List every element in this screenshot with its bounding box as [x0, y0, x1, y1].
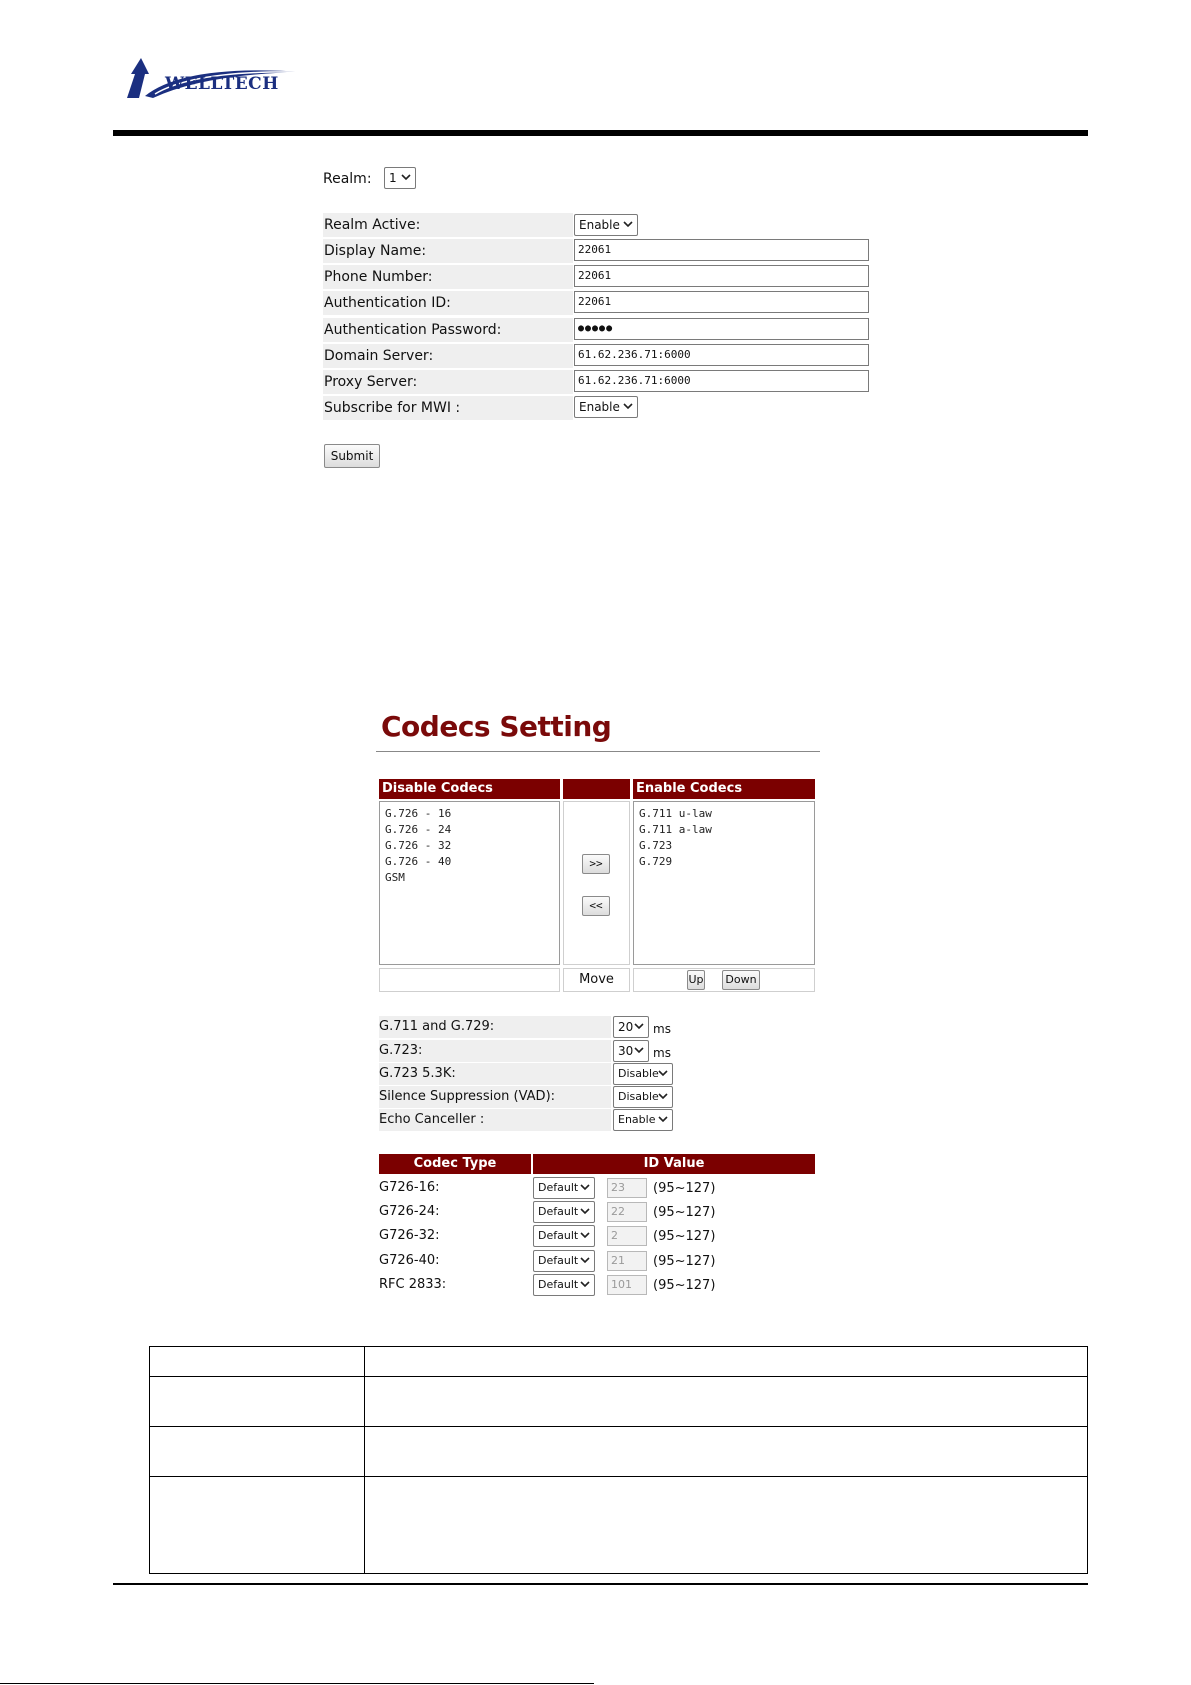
table-row-divider — [150, 1476, 1087, 1477]
chevron-down-icon — [579, 1181, 591, 1193]
id-mode-select[interactable] — [533, 1225, 595, 1247]
id-mode-select[interactable] — [533, 1177, 595, 1199]
g723-label: G.723: — [379, 1043, 423, 1058]
chevron-down-icon — [622, 400, 634, 412]
codec-type-header: Codec Type — [379, 1154, 531, 1174]
realm-value: 1 — [389, 171, 397, 185]
auth-id-label: Authentication ID: — [324, 295, 451, 311]
chevron-down-icon — [657, 1090, 669, 1102]
brand-name: WELLTECH — [165, 74, 279, 94]
g711-g729-label: G.711 and G.729: — [379, 1019, 495, 1034]
list-item[interactable]: G.729 — [639, 855, 673, 868]
codecs-setting-title: Codecs Setting — [381, 710, 612, 743]
codecs-title-divider — [376, 751, 820, 752]
domain-server-input[interactable]: 61.62.236.71:6000 — [574, 344, 869, 366]
id-mode-select[interactable] — [533, 1274, 595, 1296]
proxy-server-label: Proxy Server: — [324, 374, 418, 390]
enabled-codecs-list[interactable] — [633, 801, 815, 965]
chevron-down-icon — [400, 171, 412, 183]
id-mode-value: Default — [538, 1254, 579, 1267]
realm-select[interactable] — [384, 167, 416, 189]
list-item[interactable]: G.726 - 24 — [385, 823, 452, 836]
g723-53k-select[interactable] — [613, 1063, 673, 1085]
id-value-input[interactable]: 2 — [607, 1226, 647, 1246]
chevron-down-icon — [657, 1113, 669, 1125]
domain-server-label: Domain Server: — [324, 348, 434, 364]
header-divider — [113, 130, 1088, 136]
list-item[interactable]: G.726 - 16 — [385, 807, 452, 820]
g723-53k-label: G.723 5.3K: — [379, 1066, 456, 1081]
id-value-input[interactable]: 21 — [607, 1251, 647, 1271]
list-item[interactable]: G.723 — [639, 839, 673, 852]
id-range-text: (95~127) — [653, 1205, 716, 1220]
echo-canceller-label: Echo Canceller : — [379, 1112, 485, 1127]
display-name-input[interactable]: 22061 — [574, 239, 869, 261]
footnote-divider — [0, 1683, 594, 1684]
echo-canceller-select[interactable] — [613, 1109, 673, 1131]
auth-password-input[interactable]: ●●●●● — [574, 318, 869, 340]
subscribe-mwi-label: Subscribe for MWI : — [324, 400, 461, 416]
display-name-label: Display Name: — [324, 243, 427, 259]
chevron-down-icon — [579, 1254, 591, 1266]
g711-g729-unit: ms — [653, 1022, 671, 1036]
phone-number-label: Phone Number: — [324, 269, 433, 285]
realm-active-label: Realm Active: — [324, 217, 421, 233]
description-table — [149, 1346, 1088, 1574]
enable-codecs-header: Enable Codecs — [633, 779, 815, 799]
id-range-text: (95~127) — [653, 1278, 716, 1293]
chevron-down-icon — [622, 218, 634, 230]
codec-type-cell: G726-32: — [379, 1228, 440, 1243]
chevron-down-icon — [657, 1067, 669, 1079]
list-item[interactable]: G.711 a-law — [639, 823, 712, 836]
realm-active-value: Enable — [579, 218, 620, 232]
chevron-down-icon — [579, 1229, 591, 1241]
submit-button[interactable]: Submit — [324, 444, 380, 468]
order-buttons-cell — [633, 968, 815, 992]
realm-label: Realm: — [323, 171, 372, 187]
chevron-down-icon — [633, 1020, 645, 1032]
id-mode-value: Default — [538, 1229, 579, 1242]
disabled-codecs-list[interactable] — [379, 801, 560, 965]
id-mode-select[interactable] — [533, 1250, 595, 1272]
codec-type-cell: G726-40: — [379, 1253, 440, 1268]
id-value-input[interactable]: 22 — [607, 1202, 647, 1222]
move-left-button[interactable]: << — [582, 896, 610, 916]
id-mode-value: Default — [538, 1205, 579, 1218]
g723-53k-value: Disable — [618, 1067, 659, 1080]
id-range-text: (95~127) — [653, 1181, 716, 1196]
chevron-down-icon — [579, 1205, 591, 1217]
table-column-divider — [364, 1347, 365, 1573]
list-item[interactable]: GSM — [385, 871, 405, 884]
move-column-header — [563, 779, 630, 799]
id-mode-select[interactable] — [533, 1201, 595, 1223]
move-down-button[interactable]: Down — [722, 970, 760, 990]
proxy-server-input[interactable]: 61.62.236.71:6000 — [574, 370, 869, 392]
id-range-text: (95~127) — [653, 1229, 716, 1244]
move-right-button[interactable]: >> — [582, 854, 610, 874]
realm-active-select[interactable] — [574, 214, 638, 236]
echo-canceller-value: Enable — [618, 1113, 656, 1126]
g711-g729-select[interactable] — [613, 1016, 649, 1038]
disable-codecs-header: Disable Codecs — [379, 779, 560, 799]
subscribe-mwi-value: Enable — [579, 400, 620, 414]
blank-footer-cell — [379, 968, 560, 992]
table-row-divider — [150, 1426, 1087, 1427]
move-up-button[interactable]: Up — [687, 970, 705, 990]
phone-number-input[interactable]: 22061 — [574, 265, 869, 287]
auth-id-input[interactable]: 22061 — [574, 291, 869, 313]
codec-type-cell: RFC 2833: — [379, 1277, 447, 1292]
id-value-input[interactable]: 101 — [607, 1275, 647, 1295]
move-buttons-cell — [563, 801, 630, 965]
id-value-input[interactable]: 23 — [607, 1178, 647, 1198]
subscribe-mwi-select[interactable] — [574, 396, 638, 418]
list-item[interactable]: G.726 - 32 — [385, 839, 452, 852]
vad-label: Silence Suppression (VAD): — [379, 1089, 556, 1104]
footer-divider — [113, 1583, 1088, 1585]
table-row-divider — [150, 1376, 1087, 1377]
id-mode-value: Default — [538, 1181, 579, 1194]
codec-type-cell: G726-24: — [379, 1204, 440, 1219]
vad-select[interactable] — [613, 1086, 673, 1108]
id-range-text: (95~127) — [653, 1254, 716, 1269]
move-label: Move — [563, 968, 630, 992]
id-value-header: ID Value — [533, 1154, 815, 1174]
list-item[interactable]: G.711 u-law — [639, 807, 712, 820]
vad-value: Disable — [618, 1090, 659, 1103]
g723-value: 30 — [618, 1044, 634, 1058]
g723-select[interactable] — [613, 1040, 649, 1062]
list-item[interactable]: G.726 - 40 — [385, 855, 452, 868]
g723-unit: ms — [653, 1046, 671, 1060]
chevron-down-icon — [633, 1044, 645, 1056]
id-mode-value: Default — [538, 1278, 579, 1291]
g711-g729-value: 20 — [618, 1020, 634, 1034]
auth-password-label: Authentication Password: — [324, 322, 502, 338]
codec-type-cell: G726-16: — [379, 1180, 440, 1195]
chevron-down-icon — [579, 1278, 591, 1290]
